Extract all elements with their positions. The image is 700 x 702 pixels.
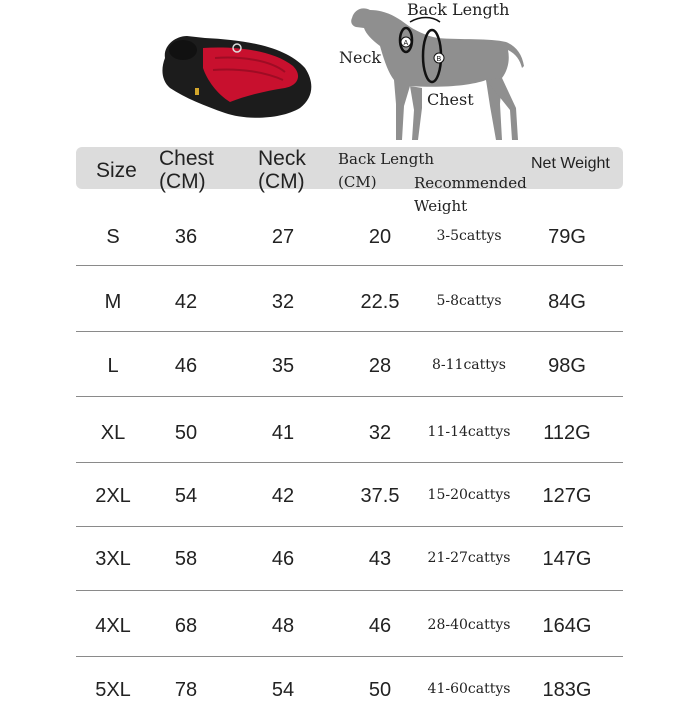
cell-neck: 27 (271, 226, 295, 248)
cell-neck: 35 (271, 355, 295, 377)
header-net-weight: Net Weight (531, 155, 610, 172)
header-back-line1: Back Length (338, 150, 435, 168)
row-divider (76, 265, 623, 266)
cell-net-weight: 79G (548, 226, 586, 248)
cell-back-length: 37.5 (360, 485, 400, 507)
back-length-label: Back Length (407, 0, 510, 19)
row-divider (76, 331, 623, 332)
row-divider (76, 526, 623, 527)
cell-recommended-weight: 3-5cattys (436, 228, 502, 244)
row-divider (76, 656, 623, 657)
cell-back-length: 50 (368, 679, 392, 701)
cell-recommended-weight: 11-14cattys (427, 424, 511, 440)
cell-chest: 46 (174, 355, 198, 377)
cell-neck: 48 (271, 615, 295, 637)
header-back-line2: (CM) (338, 172, 377, 191)
cell-chest: 78 (174, 679, 198, 701)
header-recommended-weight (414, 172, 527, 219)
row-divider (76, 462, 623, 463)
cell-neck: 54 (271, 679, 295, 701)
cell-neck: 46 (271, 548, 295, 570)
cell-chest: 50 (174, 422, 198, 444)
header-chest-line2: (CM) (159, 170, 206, 194)
cell-recommended-weight: 15-20cattys (427, 487, 511, 503)
header-neck (258, 147, 306, 193)
cell-size: 3XL (95, 548, 131, 570)
marker-a: A (403, 40, 409, 47)
header-neck-line1: Neck (258, 147, 306, 170)
header-recommended-line1: Recommended (414, 174, 527, 192)
header-chest (159, 147, 214, 193)
dog-measurement-diagram (340, 0, 530, 150)
cell-back-length: 43 (368, 548, 392, 570)
cell-size: M (104, 291, 122, 313)
marker-b: B (436, 56, 442, 63)
cell-net-weight: 127G (542, 485, 592, 507)
product-vest-image (155, 28, 320, 123)
cell-size: L (107, 355, 119, 377)
neck-label: Neck (339, 48, 382, 67)
cell-recommended-weight: 28-40cattys (427, 617, 511, 633)
cell-net-weight: 147G (542, 548, 592, 570)
cell-recommended-weight: 41-60cattys (427, 681, 511, 697)
header-neck-line2: (CM) (258, 170, 305, 194)
cell-recommended-weight: 21-27cattys (427, 550, 511, 566)
cell-chest: 54 (174, 485, 198, 507)
cell-chest: 58 (174, 548, 198, 570)
cell-size: 4XL (95, 615, 131, 637)
cell-recommended-weight: 5-8cattys (436, 293, 502, 309)
cell-net-weight: 98G (548, 355, 586, 377)
cell-neck: 32 (271, 291, 295, 313)
header-recommended-line2: Weight (414, 197, 468, 216)
cell-chest: 42 (174, 291, 198, 313)
cell-size: 5XL (95, 679, 131, 701)
row-divider (76, 396, 623, 397)
cell-chest: 68 (174, 615, 198, 637)
cell-net-weight: 164G (542, 615, 592, 637)
header-size: Size (96, 159, 137, 182)
cell-back-length: 20 (368, 226, 392, 248)
cell-net-weight: 112G (543, 422, 591, 444)
cell-back-length: 22.5 (360, 291, 400, 313)
header-chest-line1: Chest (159, 147, 214, 170)
cell-recommended-weight: 8-11cattys (432, 357, 506, 373)
cell-net-weight: 183G (542, 679, 592, 701)
chest-label: Chest (427, 90, 474, 109)
cell-back-length: 46 (368, 615, 392, 637)
cell-neck: 42 (271, 485, 295, 507)
cell-size: XL (100, 422, 126, 444)
cell-back-length: 32 (368, 422, 392, 444)
cell-size: S (106, 226, 120, 248)
cell-size: 2XL (95, 485, 131, 507)
cell-chest: 36 (174, 226, 198, 248)
cell-neck: 41 (271, 422, 295, 444)
row-divider (76, 590, 623, 591)
cell-net-weight: 84G (548, 291, 586, 313)
cell-back-length: 28 (368, 355, 392, 377)
